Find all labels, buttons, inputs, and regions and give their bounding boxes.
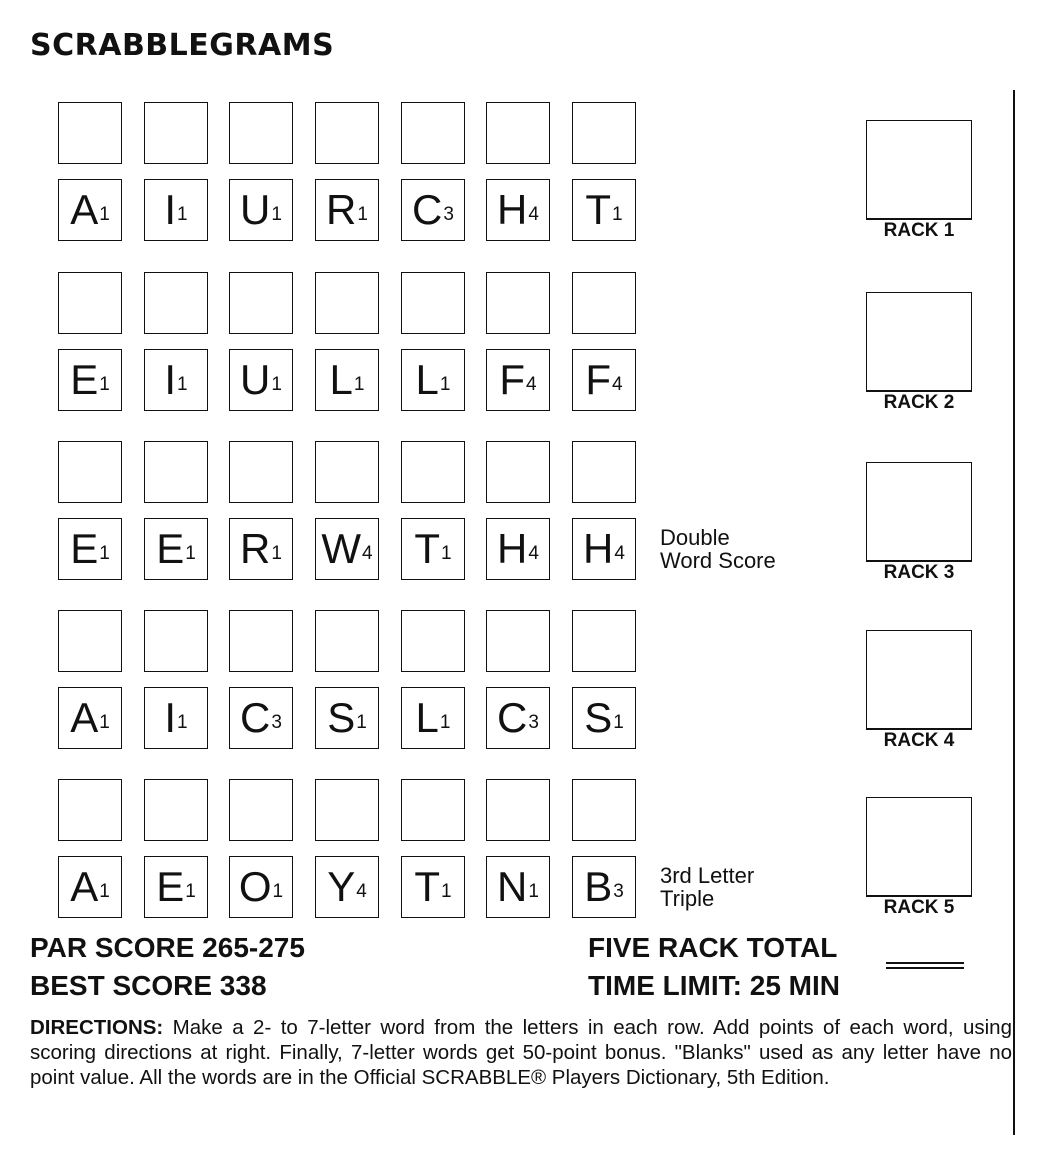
letter-tile bbox=[401, 179, 465, 241]
letter-tile bbox=[144, 349, 208, 411]
answer-box[interactable] bbox=[486, 272, 550, 334]
letter-tile bbox=[572, 518, 636, 580]
tile-letter: A bbox=[70, 186, 99, 233]
rack-label: RACK 2 bbox=[883, 392, 955, 413]
answer-box[interactable] bbox=[144, 272, 208, 334]
tile-letter: B bbox=[584, 863, 613, 910]
answer-box[interactable] bbox=[572, 779, 636, 841]
tile-letter: H bbox=[583, 525, 614, 572]
tile-points: 1 bbox=[185, 543, 196, 564]
tile-points: 3 bbox=[528, 712, 539, 733]
answer-box[interactable] bbox=[144, 779, 208, 841]
tile-letter: I bbox=[164, 186, 177, 233]
tile-letter: U bbox=[240, 356, 271, 403]
tile-letter: A bbox=[70, 863, 99, 910]
letter-tile bbox=[58, 687, 122, 749]
letter-tile bbox=[229, 518, 293, 580]
answer-box[interactable] bbox=[58, 272, 122, 334]
answer-box[interactable] bbox=[486, 102, 550, 164]
tile-letter: L bbox=[415, 694, 439, 741]
tile-points: 1 bbox=[271, 204, 282, 225]
letter-tile bbox=[144, 518, 208, 580]
letter-tile bbox=[58, 518, 122, 580]
tile-points: 3 bbox=[613, 881, 624, 902]
tile-letter: N bbox=[497, 863, 528, 910]
directions-text: Make a 2- to 7-letter word from the letters in each row. Add points of each word, using scoring directions at right. Finally, 7-letter words get 50-point bonus. "Blanks" used as any letter have no point value. All the words are in the Official SCRABBLE® Players Dictionary, 5th Edition. bbox=[30, 1016, 1012, 1089]
letter-tile bbox=[486, 349, 550, 411]
tile-points: 1 bbox=[439, 374, 451, 395]
tile-points: 1 bbox=[99, 543, 110, 564]
directions-label: DIRECTIONS: bbox=[30, 1016, 164, 1039]
tile-letter: R bbox=[326, 186, 357, 233]
rack-score-box[interactable] bbox=[866, 292, 972, 390]
answer-box[interactable] bbox=[486, 610, 550, 672]
tile-letter: C bbox=[412, 186, 443, 233]
letter-tile bbox=[401, 687, 465, 749]
answer-box[interactable] bbox=[58, 610, 122, 672]
rack-label: RACK 5 bbox=[883, 897, 955, 918]
tile-letter: A bbox=[70, 694, 99, 741]
tile-letter: U bbox=[240, 186, 271, 233]
letter-tile bbox=[144, 179, 208, 241]
rack-label: RACK 3 bbox=[883, 562, 955, 583]
tile-letter: Y bbox=[327, 863, 356, 910]
right-divider bbox=[1013, 90, 1015, 1135]
tile-letter: C bbox=[240, 694, 271, 741]
answer-box[interactable] bbox=[144, 610, 208, 672]
tile-points: 1 bbox=[353, 374, 365, 395]
bonus-note bbox=[660, 864, 754, 910]
letter-tile bbox=[315, 856, 379, 918]
letter-tile bbox=[229, 687, 293, 749]
tile-letter: L bbox=[329, 356, 353, 403]
tile-points: 1 bbox=[356, 712, 367, 733]
tile-points: 1 bbox=[99, 374, 110, 395]
tile-points: 4 bbox=[356, 881, 367, 902]
letter-tile bbox=[58, 179, 122, 241]
tile-letter: F bbox=[585, 356, 612, 403]
letter-tile bbox=[486, 518, 550, 580]
time-limit: TIME LIMIT: 25 MIN bbox=[588, 970, 840, 1001]
tile-points: 1 bbox=[177, 204, 188, 225]
answer-box[interactable] bbox=[229, 779, 293, 841]
letter-tile bbox=[401, 349, 465, 411]
tile-points: 1 bbox=[177, 374, 188, 395]
tile-points: 1 bbox=[613, 712, 624, 733]
tile-points: 4 bbox=[528, 204, 539, 225]
tile-points: 3 bbox=[271, 712, 282, 733]
tile-points: 1 bbox=[99, 712, 110, 733]
five-rack-total-label: FIVE RACK TOTAL bbox=[588, 932, 838, 963]
tile-letter: L bbox=[415, 356, 439, 403]
answer-box[interactable] bbox=[315, 272, 379, 334]
tile-points: 1 bbox=[272, 881, 284, 902]
tile-letter: S bbox=[327, 694, 356, 741]
answer-box[interactable] bbox=[315, 102, 379, 164]
tile-letter: O bbox=[238, 863, 272, 910]
tile-letter: H bbox=[497, 525, 528, 572]
bonus-note-line: Triple bbox=[660, 886, 715, 911]
best-score: BEST SCORE 338 bbox=[30, 970, 267, 1001]
letter-tile bbox=[401, 856, 465, 918]
tile-points: 1 bbox=[177, 712, 188, 733]
tile-letter: T bbox=[414, 525, 441, 572]
letter-tile bbox=[572, 687, 636, 749]
answer-box[interactable] bbox=[572, 102, 636, 164]
answer-box[interactable] bbox=[572, 610, 636, 672]
answer-box[interactable] bbox=[486, 779, 550, 841]
tile-points: 4 bbox=[362, 543, 373, 564]
tile-letter: C bbox=[497, 694, 528, 741]
tile-points: 4 bbox=[526, 374, 537, 395]
tile-points: 1 bbox=[99, 881, 110, 902]
answer-box[interactable] bbox=[315, 779, 379, 841]
letter-tile bbox=[486, 856, 550, 918]
answer-box[interactable] bbox=[572, 441, 636, 503]
answer-box[interactable] bbox=[58, 779, 122, 841]
tile-points: 1 bbox=[612, 204, 623, 225]
total-answer-line-2 bbox=[886, 967, 964, 969]
letter-tile bbox=[229, 179, 293, 241]
bonus-note-line: Double bbox=[660, 525, 730, 550]
bonus-note-line: Word Score bbox=[660, 548, 776, 573]
total-answer-line[interactable] bbox=[886, 962, 964, 964]
letter-tile bbox=[144, 856, 208, 918]
letter-tile bbox=[58, 856, 122, 918]
letter-tile bbox=[572, 179, 636, 241]
tile-letter: H bbox=[497, 186, 528, 233]
answer-box[interactable] bbox=[315, 610, 379, 672]
tile-letter: T bbox=[414, 863, 441, 910]
answer-box[interactable] bbox=[572, 272, 636, 334]
tile-letter: E bbox=[70, 525, 99, 572]
tile-points: 4 bbox=[528, 543, 539, 564]
answer-box[interactable] bbox=[229, 441, 293, 503]
letter-tile bbox=[486, 179, 550, 241]
letter-tile bbox=[401, 518, 465, 580]
tile-letter: E bbox=[156, 525, 185, 572]
answer-box[interactable] bbox=[229, 272, 293, 334]
tile-points: 1 bbox=[357, 204, 368, 225]
answer-box[interactable] bbox=[486, 441, 550, 503]
tile-letter: E bbox=[156, 863, 185, 910]
tile-letter: R bbox=[240, 525, 271, 572]
tile-points: 1 bbox=[271, 374, 282, 395]
tile-points: 1 bbox=[99, 204, 110, 225]
tile-letter: I bbox=[164, 694, 177, 741]
tile-letter: F bbox=[499, 356, 526, 403]
tile-points: 1 bbox=[439, 712, 451, 733]
tile-points: 1 bbox=[528, 881, 539, 902]
tile-letter: T bbox=[585, 186, 612, 233]
rack-label: RACK 1 bbox=[883, 220, 955, 241]
tile-points: 1 bbox=[441, 881, 452, 902]
letter-tile bbox=[572, 856, 636, 918]
bonus-note bbox=[660, 526, 776, 572]
letter-tile bbox=[144, 687, 208, 749]
letter-tile bbox=[315, 179, 379, 241]
tile-letter: E bbox=[70, 356, 99, 403]
letter-tile bbox=[572, 349, 636, 411]
answer-box[interactable] bbox=[401, 102, 465, 164]
answer-box[interactable] bbox=[229, 102, 293, 164]
answer-box[interactable] bbox=[144, 102, 208, 164]
rack-score-box[interactable] bbox=[866, 797, 972, 895]
letter-tile bbox=[229, 856, 293, 918]
tile-points: 4 bbox=[614, 543, 625, 564]
directions bbox=[30, 1015, 1012, 1090]
answer-box[interactable] bbox=[315, 441, 379, 503]
answer-box[interactable] bbox=[401, 779, 465, 841]
rack-score-box[interactable] bbox=[866, 462, 972, 560]
letter-tile bbox=[315, 349, 379, 411]
letter-tile bbox=[58, 349, 122, 411]
answer-box[interactable] bbox=[401, 610, 465, 672]
tile-points: 1 bbox=[441, 543, 452, 564]
rack-score-box[interactable] bbox=[866, 120, 972, 218]
tile-letter: W bbox=[321, 525, 362, 572]
letter-tile bbox=[315, 687, 379, 749]
bonus-note-line: 3rd Letter bbox=[660, 863, 755, 888]
answer-box[interactable] bbox=[144, 441, 208, 503]
tile-points: 1 bbox=[271, 543, 282, 564]
tile-points: 4 bbox=[612, 374, 623, 395]
tile-letter: I bbox=[164, 356, 177, 403]
letter-tile bbox=[229, 349, 293, 411]
letter-tile bbox=[315, 518, 379, 580]
par-score: PAR SCORE 265-275 bbox=[30, 932, 305, 963]
answer-box[interactable] bbox=[229, 610, 293, 672]
answer-box[interactable] bbox=[401, 441, 465, 503]
answer-box[interactable] bbox=[58, 102, 122, 164]
rack-score-box[interactable] bbox=[866, 630, 972, 728]
rack-label: RACK 4 bbox=[883, 730, 955, 751]
letter-tile bbox=[486, 687, 550, 749]
tile-points: 1 bbox=[185, 881, 196, 902]
tile-letter: S bbox=[584, 694, 613, 741]
puzzle-title: SCRABBLEGRAMS bbox=[30, 28, 335, 63]
answer-box[interactable] bbox=[401, 272, 465, 334]
tile-points: 3 bbox=[443, 204, 454, 225]
answer-box[interactable] bbox=[58, 441, 122, 503]
